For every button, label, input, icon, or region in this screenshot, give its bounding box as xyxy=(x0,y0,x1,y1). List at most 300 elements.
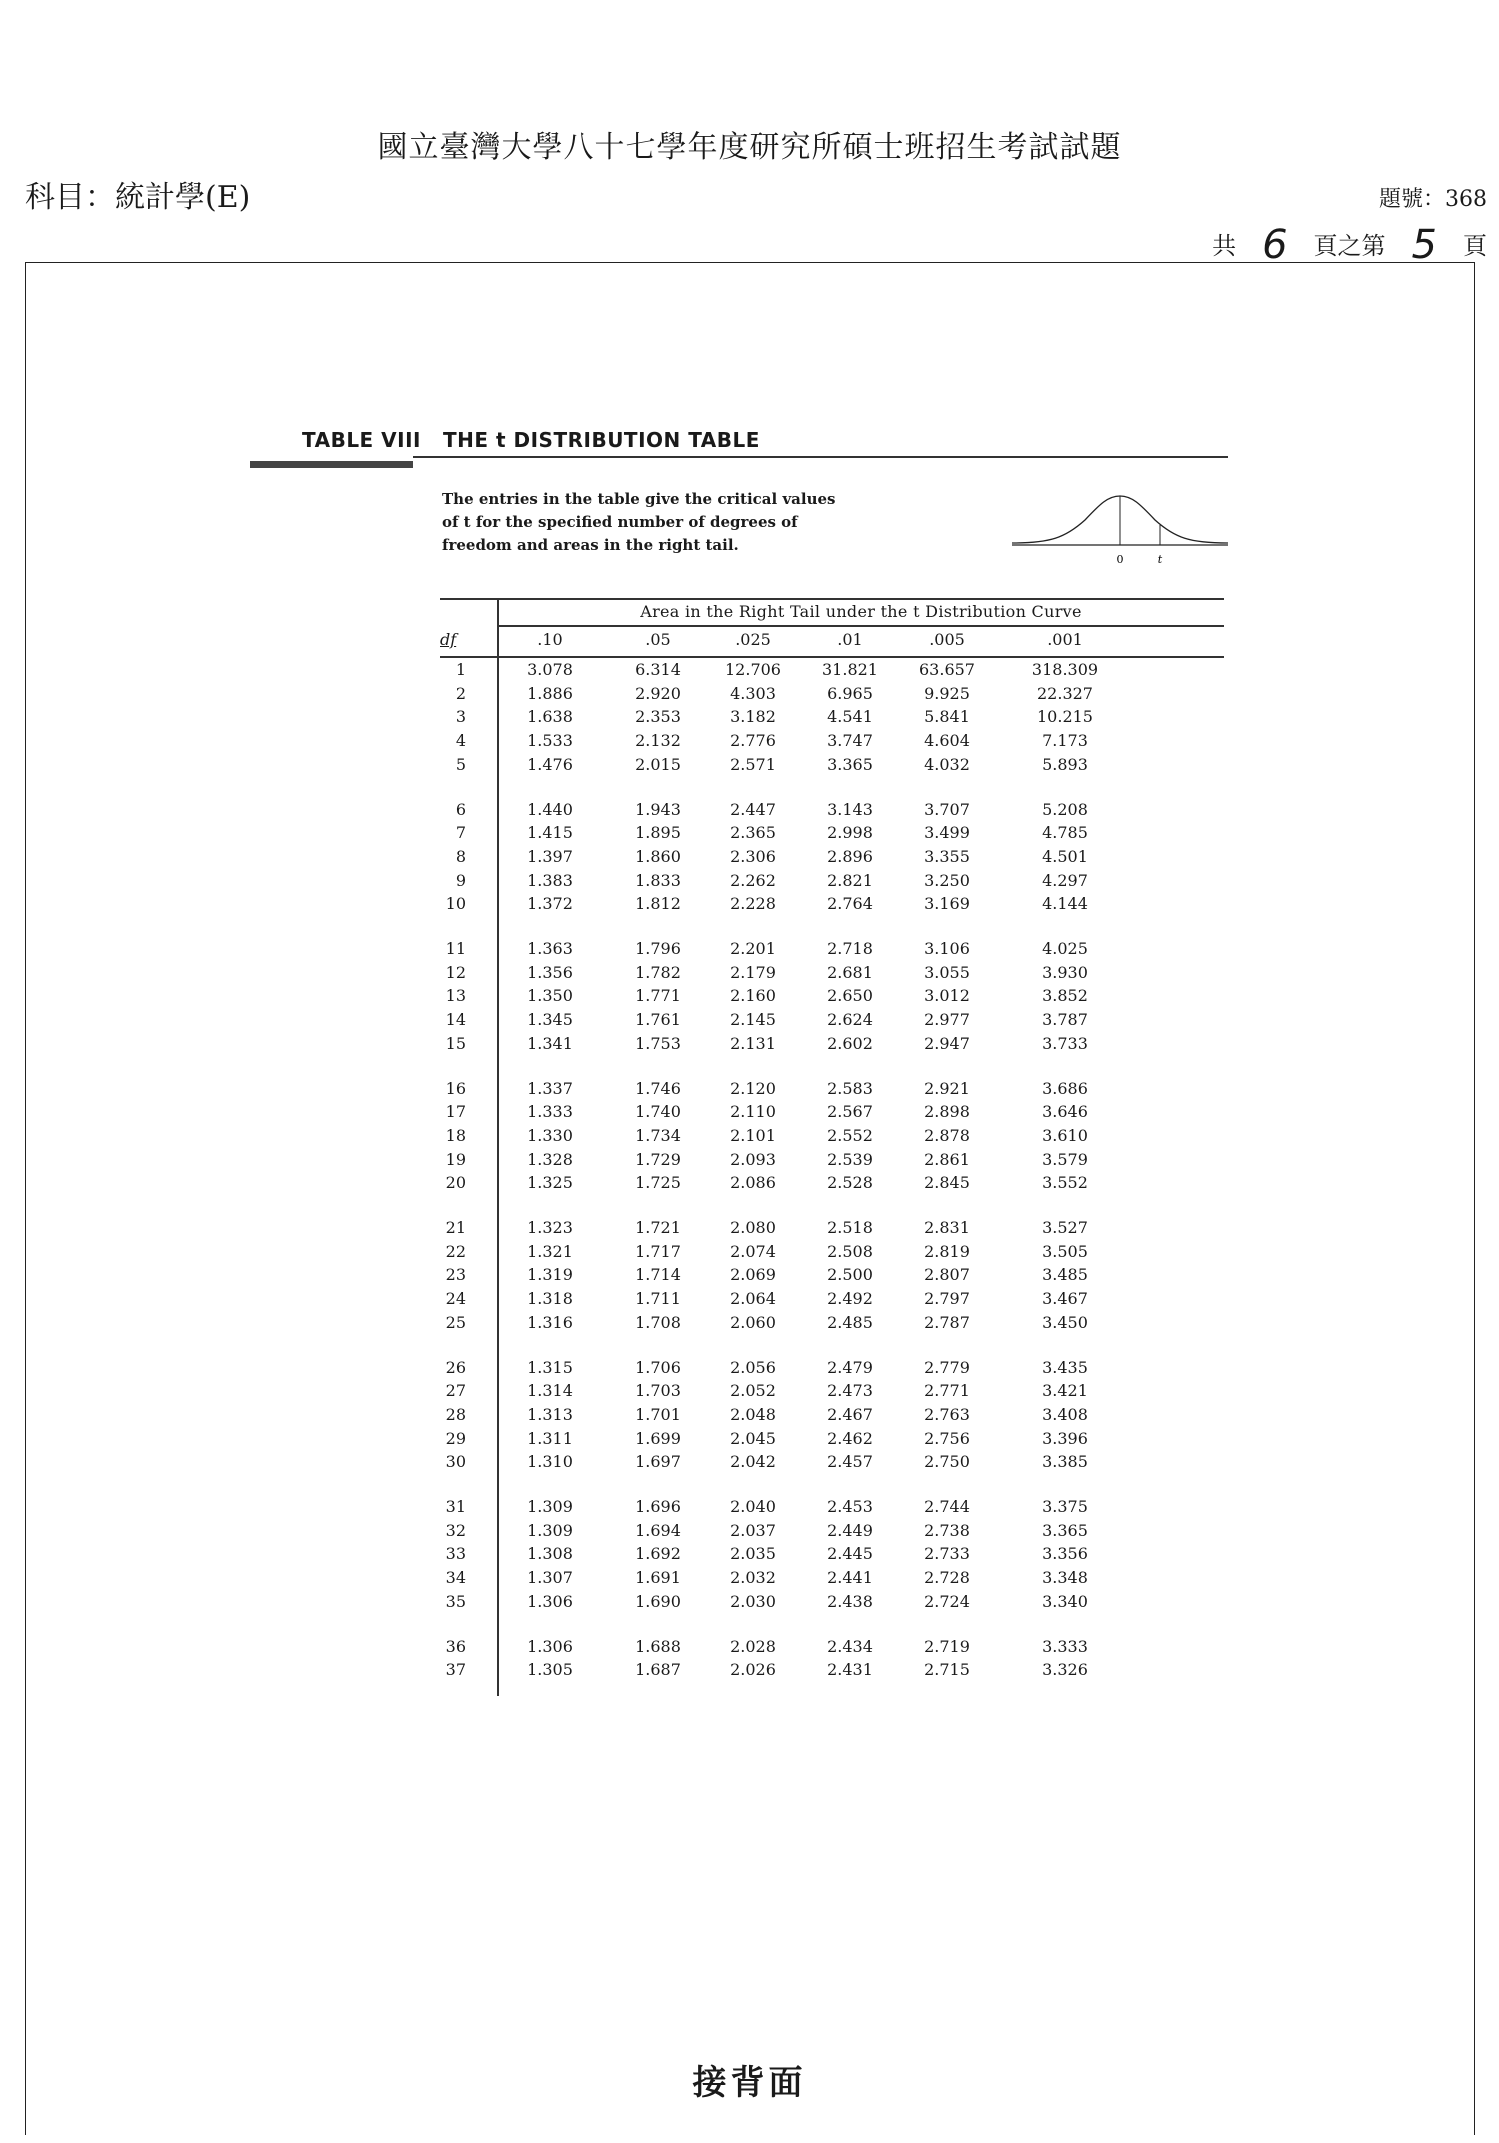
table-row xyxy=(440,1218,1224,1240)
value-cell: 9.925 xyxy=(924,683,970,703)
value-cell: 3.527 xyxy=(1042,1218,1088,1237)
value-cell: 2.445 xyxy=(827,1544,873,1564)
value-cell: 4.501 xyxy=(1042,846,1088,866)
value-cell: 1.694 xyxy=(635,1520,681,1540)
df-cell: 30 xyxy=(445,1452,466,1472)
value-cell: 2.160 xyxy=(730,986,776,1006)
value-cell: 2.131 xyxy=(730,1033,776,1053)
value-cell: 2.035 xyxy=(730,1544,776,1564)
value-cell: 1.699 xyxy=(635,1428,681,1448)
value-cell: 1.341 xyxy=(527,1033,573,1053)
df-cell: 28 xyxy=(445,1404,466,1424)
value-cell: 3.505 xyxy=(1042,1241,1088,1261)
table-row xyxy=(440,707,1224,729)
value-cell: 1.440 xyxy=(527,799,573,819)
page-total-prefix: 共 xyxy=(1212,232,1237,260)
value-cell: 2.920 xyxy=(635,683,681,703)
value-cell: 1.734 xyxy=(635,1125,681,1145)
value-cell: 1.305 xyxy=(527,1660,573,1680)
value-cell: 3.250 xyxy=(924,870,970,890)
question-number: 題號：368 xyxy=(1379,187,1487,212)
value-cell: 2.508 xyxy=(827,1241,873,1261)
value-cell: 63.657 xyxy=(919,660,975,679)
subject-label: 科目：統計學(E) xyxy=(25,180,251,215)
value-cell: 1.692 xyxy=(635,1544,681,1564)
value-cell: 3.169 xyxy=(924,894,970,914)
continue-note: 接背面 xyxy=(692,2063,807,2103)
value-cell: 3.435 xyxy=(1042,1357,1088,1377)
value-cell: 3.143 xyxy=(827,799,873,819)
value-cell: 3.078 xyxy=(527,660,573,679)
value-cell: 2.434 xyxy=(827,1636,873,1656)
df-cell: 19 xyxy=(445,1149,466,1169)
value-cell: 3.182 xyxy=(730,707,776,727)
value-cell: 2.771 xyxy=(924,1381,970,1401)
df-cell: 8 xyxy=(455,846,466,866)
value-cell: 3.499 xyxy=(924,823,970,843)
value-cell: 2.756 xyxy=(924,1428,970,1448)
value-cell: 2.120 xyxy=(730,1078,776,1098)
column-header: .01 xyxy=(837,630,863,649)
value-cell: 2.715 xyxy=(924,1660,970,1680)
table-heading xyxy=(302,428,760,452)
value-cell: 3.467 xyxy=(1042,1289,1088,1309)
df-cell: 3 xyxy=(455,707,466,727)
value-cell: 1.714 xyxy=(635,1265,681,1285)
value-cell: 2.086 xyxy=(730,1173,776,1193)
value-cell: 3.707 xyxy=(924,799,970,819)
exam-title: 國立臺灣大學八十七學年度研究所碩士班招生考試試題 xyxy=(377,130,1122,165)
value-cell: 1.363 xyxy=(527,939,573,958)
value-cell: 1.325 xyxy=(527,1173,573,1193)
value-cell: 2.719 xyxy=(924,1636,970,1656)
table-row xyxy=(440,1405,1224,1427)
value-cell: 2.583 xyxy=(827,1078,873,1098)
value-cell: 2.776 xyxy=(730,731,776,751)
value-cell: 1.691 xyxy=(635,1568,681,1588)
value-cell: 2.462 xyxy=(827,1428,873,1448)
value-cell: 1.476 xyxy=(527,754,573,774)
table-row xyxy=(440,1079,1224,1101)
value-cell: 3.055 xyxy=(924,962,970,982)
value-cell: 2.015 xyxy=(635,754,681,774)
value-cell: 4.303 xyxy=(730,683,776,703)
value-cell: 3.385 xyxy=(1042,1452,1088,1472)
value-cell: 1.533 xyxy=(527,731,573,751)
value-cell: 2.028 xyxy=(730,1636,776,1656)
table-row xyxy=(440,847,1224,869)
value-cell: 2.262 xyxy=(730,870,776,890)
value-cell: 2.438 xyxy=(827,1591,873,1611)
value-cell: 2.977 xyxy=(924,1010,970,1030)
value-cell: 1.753 xyxy=(635,1033,681,1053)
value-cell: 2.026 xyxy=(730,1660,776,1680)
table-row xyxy=(440,1313,1224,1335)
value-cell: 4.604 xyxy=(924,731,970,751)
value-cell: 2.032 xyxy=(730,1568,776,1588)
value-cell: 1.314 xyxy=(527,1381,573,1401)
value-cell: 2.101 xyxy=(730,1125,776,1145)
value-cell: 318.309 xyxy=(1031,660,1099,679)
value-cell: 2.518 xyxy=(827,1218,873,1237)
table-row xyxy=(440,986,1224,1008)
df-cell: 11 xyxy=(445,939,466,958)
table-row xyxy=(440,1568,1224,1590)
value-cell: 1.895 xyxy=(635,823,681,843)
value-cell: 1.306 xyxy=(527,1591,573,1611)
value-cell: 1.696 xyxy=(635,1497,681,1516)
value-cell: 1.833 xyxy=(635,870,681,890)
value-cell: 2.069 xyxy=(730,1265,776,1285)
value-cell: 3.326 xyxy=(1042,1660,1088,1680)
column-header: .10 xyxy=(537,630,563,649)
table-row xyxy=(440,871,1224,893)
value-cell: 7.173 xyxy=(1042,731,1088,751)
value-cell: 2.787 xyxy=(924,1312,970,1332)
table-row xyxy=(440,1358,1224,1380)
value-cell: 2.861 xyxy=(924,1149,970,1169)
value-cell: 2.567 xyxy=(827,1102,873,1122)
value-cell: 4.032 xyxy=(924,754,970,774)
value-cell: 1.886 xyxy=(527,683,573,703)
value-cell: 2.064 xyxy=(730,1289,776,1309)
value-cell: 2.500 xyxy=(827,1265,873,1285)
heading-bar xyxy=(250,461,413,468)
column-header: .001 xyxy=(1047,630,1083,649)
value-cell: 2.042 xyxy=(730,1452,776,1472)
df-cell: 23 xyxy=(445,1265,466,1285)
df-cell: 6 xyxy=(455,799,466,819)
value-cell: 2.365 xyxy=(730,823,776,843)
df-cell: 7 xyxy=(455,823,466,843)
heading-rule xyxy=(413,456,1228,458)
page-current-prefix: 頁之第 xyxy=(1313,232,1386,260)
value-cell: 2.779 xyxy=(924,1357,970,1377)
df-cell: 2 xyxy=(455,683,466,703)
value-cell: 1.328 xyxy=(527,1149,573,1169)
df-cell: 14 xyxy=(445,1010,466,1030)
value-cell: 1.309 xyxy=(527,1520,573,1540)
caption-rule xyxy=(498,625,1224,627)
df-cell: 34 xyxy=(445,1568,466,1588)
table-row xyxy=(440,1289,1224,1311)
value-cell: 1.746 xyxy=(635,1078,681,1098)
value-cell: 1.333 xyxy=(527,1102,573,1122)
value-cell: 2.048 xyxy=(730,1404,776,1424)
value-cell: 1.415 xyxy=(527,823,573,843)
df-cell: 25 xyxy=(445,1312,466,1332)
value-cell: 5.208 xyxy=(1042,799,1088,819)
df-cell: 26 xyxy=(445,1357,466,1377)
table-row xyxy=(440,1381,1224,1403)
value-cell: 1.310 xyxy=(527,1452,573,1472)
value-cell: 4.785 xyxy=(1042,823,1088,843)
value-cell: 3.552 xyxy=(1042,1173,1088,1193)
table-row xyxy=(440,1010,1224,1032)
value-cell: 2.718 xyxy=(827,939,873,958)
table-top-rule xyxy=(440,598,1224,600)
df-cell: 4 xyxy=(455,731,466,751)
value-cell: 3.787 xyxy=(1042,1010,1088,1030)
df-cell: 32 xyxy=(445,1520,466,1540)
value-cell: 3.421 xyxy=(1042,1381,1088,1401)
table-row xyxy=(440,1452,1224,1474)
value-cell: 3.375 xyxy=(1042,1497,1088,1516)
value-cell: 1.383 xyxy=(527,870,573,890)
value-cell: 1.315 xyxy=(527,1357,573,1377)
value-cell: 1.687 xyxy=(635,1660,681,1680)
column-header-row xyxy=(440,630,1224,656)
header-rule xyxy=(440,656,1224,658)
table-row xyxy=(440,660,1224,682)
value-cell: 2.998 xyxy=(827,823,873,843)
table-row xyxy=(440,1034,1224,1056)
df-cell: 24 xyxy=(445,1289,466,1309)
value-cell: 1.321 xyxy=(527,1241,573,1261)
value-cell: 1.721 xyxy=(635,1218,681,1237)
value-cell: 3.579 xyxy=(1042,1149,1088,1169)
value-cell: 2.060 xyxy=(730,1312,776,1332)
value-cell: 1.323 xyxy=(527,1218,573,1237)
df-cell: 29 xyxy=(445,1428,466,1448)
value-cell: 2.845 xyxy=(924,1173,970,1193)
df-cell: 21 xyxy=(445,1218,466,1237)
df-cell: 16 xyxy=(445,1078,466,1098)
table-row xyxy=(440,894,1224,916)
value-cell: 1.316 xyxy=(527,1312,573,1332)
value-cell: 22.327 xyxy=(1037,683,1093,703)
df-cell: 10 xyxy=(445,894,466,914)
page-current: 5 xyxy=(1411,222,1437,268)
value-cell: 3.348 xyxy=(1042,1568,1088,1588)
value-cell: 1.638 xyxy=(527,707,573,727)
value-cell: 1.345 xyxy=(527,1010,573,1030)
table-title: THE t DISTRIBUTION TABLE xyxy=(442,428,760,452)
table-row xyxy=(440,1265,1224,1287)
value-cell: 3.733 xyxy=(1042,1033,1088,1053)
page-total: 6 xyxy=(1262,222,1288,268)
value-cell: 1.319 xyxy=(527,1265,573,1285)
value-cell: 2.763 xyxy=(924,1404,970,1424)
value-cell: 2.738 xyxy=(924,1520,970,1540)
value-cell: 1.688 xyxy=(635,1636,681,1656)
value-cell: 2.037 xyxy=(730,1520,776,1540)
value-cell: 1.812 xyxy=(635,894,681,914)
t-curve-t-label: t xyxy=(1157,553,1163,566)
value-cell: 2.040 xyxy=(730,1497,776,1516)
table-description: The entries in the table give the critical values of t for the specified number of degrees of freedom and areas in the right tail. xyxy=(442,490,836,554)
value-cell: 1.690 xyxy=(635,1591,681,1611)
value-cell: 1.309 xyxy=(527,1497,573,1516)
value-cell: 1.740 xyxy=(635,1102,681,1122)
value-cell: 12.706 xyxy=(725,660,781,679)
table-row xyxy=(440,731,1224,753)
value-cell: 3.747 xyxy=(827,731,873,751)
value-cell: 2.831 xyxy=(924,1218,970,1237)
area-caption: Area in the Right Tail under the t Distribution Curve xyxy=(640,602,1082,621)
value-cell: 2.030 xyxy=(730,1591,776,1611)
df-cell: 9 xyxy=(455,870,466,890)
t-curve-illustration xyxy=(1010,488,1230,568)
df-cell: 13 xyxy=(445,986,466,1006)
value-cell: 3.930 xyxy=(1042,962,1088,982)
table-row xyxy=(440,1173,1224,1195)
table-row xyxy=(440,684,1224,706)
value-cell: 2.878 xyxy=(924,1125,970,1145)
value-cell: 3.012 xyxy=(924,986,970,1006)
value-cell: 10.215 xyxy=(1037,707,1093,727)
df-cell: 35 xyxy=(445,1591,466,1611)
value-cell: 2.528 xyxy=(827,1173,873,1193)
value-cell: 6.314 xyxy=(635,660,681,679)
df-cell: 33 xyxy=(445,1544,466,1564)
value-cell: 3.485 xyxy=(1042,1265,1088,1285)
value-cell: 5.893 xyxy=(1042,754,1088,774)
value-cell: 2.728 xyxy=(924,1568,970,1588)
value-cell: 1.771 xyxy=(635,986,681,1006)
value-cell: 1.372 xyxy=(527,894,573,914)
value-cell: 2.447 xyxy=(730,799,776,819)
value-cell: 1.761 xyxy=(635,1010,681,1030)
value-cell: 3.646 xyxy=(1042,1102,1088,1122)
value-cell: 3.333 xyxy=(1042,1636,1088,1656)
value-cell: 2.807 xyxy=(924,1265,970,1285)
value-cell: 2.624 xyxy=(827,1010,873,1030)
value-cell: 2.306 xyxy=(730,846,776,866)
value-cell: 1.307 xyxy=(527,1568,573,1588)
value-cell: 1.318 xyxy=(527,1289,573,1309)
value-cell: 2.093 xyxy=(730,1149,776,1169)
value-cell: 6.965 xyxy=(827,683,873,703)
column-header: .025 xyxy=(735,630,771,649)
value-cell: 2.052 xyxy=(730,1381,776,1401)
page-current-suffix: 頁 xyxy=(1463,232,1487,260)
value-cell: 3.852 xyxy=(1042,986,1088,1006)
value-cell: 2.821 xyxy=(827,870,873,890)
value-cell: 2.724 xyxy=(924,1591,970,1611)
value-cell: 1.860 xyxy=(635,846,681,866)
table-row xyxy=(440,1544,1224,1566)
table-row xyxy=(440,1429,1224,1451)
value-cell: 2.179 xyxy=(730,962,776,982)
value-cell: 2.467 xyxy=(827,1404,873,1424)
table-row xyxy=(440,1126,1224,1148)
table-row xyxy=(440,1637,1224,1659)
value-cell: 2.485 xyxy=(827,1312,873,1332)
value-cell: 1.717 xyxy=(635,1241,681,1261)
value-cell: 3.365 xyxy=(827,754,873,774)
value-cell: 1.356 xyxy=(527,962,573,982)
df-cell: 1 xyxy=(455,660,466,679)
table-row xyxy=(440,1592,1224,1614)
value-cell: 2.449 xyxy=(827,1520,873,1540)
value-cell: 1.725 xyxy=(635,1173,681,1193)
value-cell: 1.708 xyxy=(635,1312,681,1332)
value-cell: 1.697 xyxy=(635,1452,681,1472)
df-cell: 20 xyxy=(445,1173,466,1193)
value-cell: 2.431 xyxy=(827,1660,873,1680)
value-cell: 2.921 xyxy=(924,1078,970,1098)
value-cell: 2.228 xyxy=(730,894,776,914)
value-cell: 1.701 xyxy=(635,1404,681,1424)
value-cell: 3.356 xyxy=(1042,1544,1088,1564)
table-row xyxy=(440,1497,1224,1519)
table-row xyxy=(440,1521,1224,1543)
value-cell: 3.340 xyxy=(1042,1591,1088,1611)
df-cell: 31 xyxy=(445,1497,466,1516)
value-cell: 4.025 xyxy=(1042,939,1088,958)
value-cell: 2.080 xyxy=(730,1218,776,1237)
value-cell: 2.681 xyxy=(827,962,873,982)
value-cell: 2.733 xyxy=(924,1544,970,1564)
df-cell: 27 xyxy=(445,1381,466,1401)
value-cell: 4.541 xyxy=(827,707,873,727)
value-cell: 1.706 xyxy=(635,1357,681,1377)
value-cell: 2.441 xyxy=(827,1568,873,1588)
table-row xyxy=(440,755,1224,777)
value-cell: 2.473 xyxy=(827,1381,873,1401)
df-cell: 15 xyxy=(445,1033,466,1053)
value-cell: 1.703 xyxy=(635,1381,681,1401)
value-cell: 2.552 xyxy=(827,1125,873,1145)
value-cell: 2.479 xyxy=(827,1357,873,1377)
value-cell: 2.797 xyxy=(924,1289,970,1309)
column-header: .05 xyxy=(645,630,671,649)
table-row xyxy=(440,1660,1224,1682)
df-cell: 36 xyxy=(445,1636,466,1656)
value-cell: 2.353 xyxy=(635,707,681,727)
value-cell: 2.764 xyxy=(827,894,873,914)
value-cell: 2.045 xyxy=(730,1428,776,1448)
table-label: TABLE VIII xyxy=(302,428,421,452)
value-cell: 1.729 xyxy=(635,1149,681,1169)
df-header: df xyxy=(440,630,457,649)
value-cell: 3.355 xyxy=(924,846,970,866)
table-row xyxy=(440,823,1224,845)
df-cell: 37 xyxy=(445,1660,466,1680)
value-cell: 2.539 xyxy=(827,1149,873,1169)
table-row xyxy=(440,1102,1224,1124)
df-cell: 17 xyxy=(445,1102,466,1122)
table-row xyxy=(440,800,1224,822)
value-cell: 1.313 xyxy=(527,1404,573,1424)
value-cell: 2.947 xyxy=(924,1033,970,1053)
value-cell: 5.841 xyxy=(924,707,970,727)
value-cell: 1.308 xyxy=(527,1544,573,1564)
value-cell: 2.132 xyxy=(635,731,681,751)
df-cell: 22 xyxy=(445,1241,466,1261)
value-cell: 2.110 xyxy=(730,1102,776,1122)
value-cell: 1.711 xyxy=(635,1289,681,1309)
table-row xyxy=(440,963,1224,985)
value-cell: 2.492 xyxy=(827,1289,873,1309)
value-cell: 1.337 xyxy=(527,1078,573,1098)
table-row xyxy=(440,1150,1224,1172)
value-cell: 3.365 xyxy=(1042,1520,1088,1540)
value-cell: 1.796 xyxy=(635,939,681,958)
t-curve-zero-label: 0 xyxy=(1116,553,1124,566)
value-cell: 3.408 xyxy=(1042,1404,1088,1424)
value-cell: 2.201 xyxy=(730,939,776,958)
value-cell: 1.350 xyxy=(527,986,573,1006)
value-cell: 3.396 xyxy=(1042,1428,1088,1448)
value-cell: 2.056 xyxy=(730,1357,776,1377)
value-cell: 2.896 xyxy=(827,846,873,866)
value-cell: 2.571 xyxy=(730,754,776,774)
value-cell: 2.744 xyxy=(924,1497,970,1516)
value-cell: 2.819 xyxy=(924,1241,970,1261)
df-cell: 18 xyxy=(445,1125,466,1145)
